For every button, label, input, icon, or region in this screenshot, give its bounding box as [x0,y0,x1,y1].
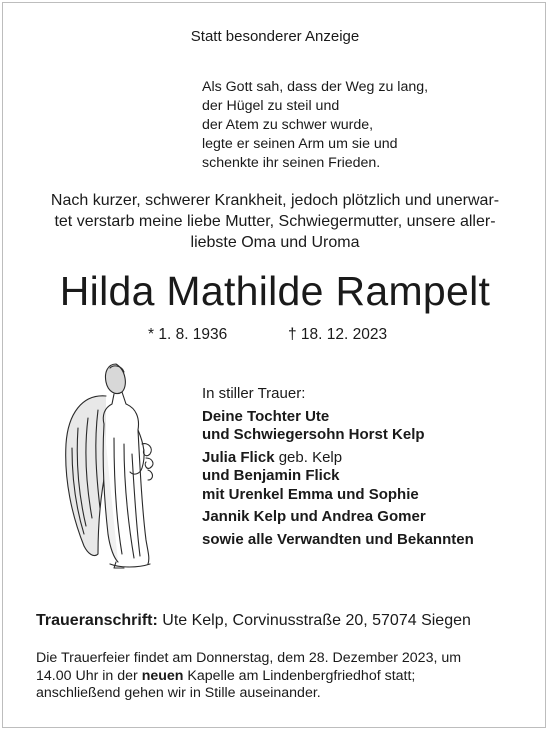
service-emphasis: neuen [141,667,184,684]
mourner-line [202,449,474,468]
mourner-suffix: geb. Kelp [274,448,343,466]
header-text: Statt besonderer Anzeige [190,28,360,45]
birth-date: * 1. 8. 1936 [148,326,228,343]
poem-line: schenkte ihr seinen Frieden. [202,155,381,171]
mourner-line: und Benjamin Flick [202,467,340,484]
deceased-name: Hilda Mathilde Rampelt [59,268,491,314]
angel-illustration [54,358,184,572]
poem-line: der Hügel zu steil und [202,98,340,114]
mourner-line: Jannik Kelp und Andrea Gomer [202,508,426,525]
poem-line: Als Gott sah, dass der Weg zu lang, [202,79,429,95]
mourner-line: mit Urenkel Emma und Sophie [202,485,419,503]
address-label: Traueranschrift: [36,612,158,629]
poem-line: legte er seinen Arm um sie und [202,136,398,152]
mourner-line: sowie alle Verwandten und Bekannten [202,530,474,548]
intro-line: liebste Oma und Uroma [190,234,360,251]
mourner-line: Deine Tochter Ute [202,407,330,425]
mourners-intro: In stiller Trauer: [202,385,306,402]
address-value: Ute Kelp, Corvinusstraße 20, 57074 Siegen [157,612,471,629]
poem-line: der Atem zu schwer wurde, [202,117,374,133]
service-line: anschließend gehen wir in Stille auseinander. [36,685,321,701]
intro-text [0,190,550,253]
intro-line: tet verstarb meine liebe Mutter, Schwiegermutter, unsere aller- [54,213,496,230]
mourner-line: und Schwiegersohn Horst Kelp [202,426,425,443]
poem [202,78,428,173]
death-date: † 18. 12. 2023 [288,326,388,343]
mourner-name: Julia Flick [202,448,275,466]
service-line [36,668,461,686]
funeral-address [36,612,471,630]
intro-line: Nach kurzer, schwerer Krankheit, jedoch plötzlich und unerwar- [50,192,500,209]
mourners-list [202,385,474,549]
service-text: Kapelle am Lindenbergfriedhof statt; [183,667,416,684]
service-text: 14.00 Uhr in der [36,667,142,684]
service-line: Die Trauerfeier findet am Donnerstag, dem 28. Dezember 2023, um [36,650,462,666]
service-info [36,650,461,703]
